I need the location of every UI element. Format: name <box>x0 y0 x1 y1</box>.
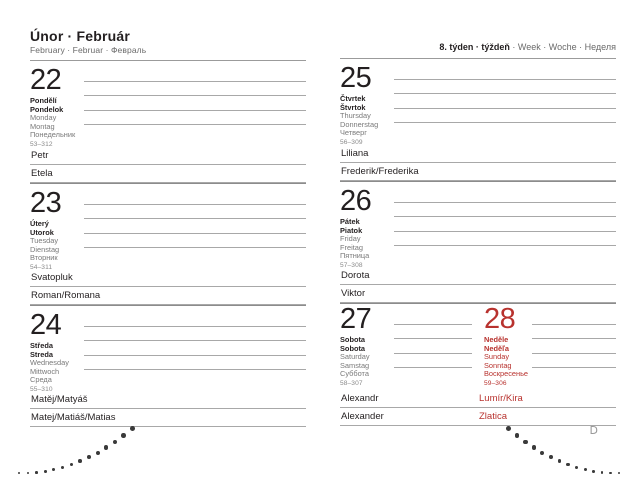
day-ordinal: 59–306 <box>484 379 507 387</box>
writing-line[interactable] <box>532 310 616 325</box>
name-day: Lumír/Kira <box>478 390 616 408</box>
month-header <box>30 28 306 61</box>
day-number: 27 <box>340 303 372 335</box>
writing-line[interactable] <box>84 96 306 111</box>
week-number-label <box>340 28 616 52</box>
name-day: Viktor <box>340 285 616 303</box>
writing-line[interactable] <box>84 234 306 249</box>
day-name-sk: Piatok <box>340 225 363 235</box>
writing-lines[interactable] <box>394 188 616 246</box>
writing-line[interactable] <box>394 354 472 369</box>
writing-line[interactable] <box>84 111 306 126</box>
day-name-cs: Čtvrtek <box>340 94 366 103</box>
writing-line[interactable] <box>84 312 306 327</box>
writing-line[interactable] <box>84 82 306 97</box>
day-name-de: Mittwoch <box>30 366 60 376</box>
day-name-cs: Úterý <box>30 219 49 228</box>
day-block[interactable] <box>340 59 616 181</box>
name-day: Alexander <box>340 408 478 426</box>
name-day: Etela <box>30 165 306 183</box>
name-day: Liliana <box>340 145 616 163</box>
writing-lines[interactable] <box>84 67 306 125</box>
perforation-right <box>502 424 622 476</box>
name-days <box>340 267 616 303</box>
writing-line[interactable] <box>84 341 306 356</box>
writing-line[interactable] <box>532 339 616 354</box>
name-day: Matej/Matiáš/Matias <box>30 409 306 427</box>
day-name-de: Freitag <box>340 242 364 252</box>
writing-line[interactable] <box>84 327 306 342</box>
name-day: Zlatica <box>478 408 616 426</box>
day-name-en: Thursday <box>340 111 371 121</box>
day-name-en: Tuesday <box>30 236 59 246</box>
day-name-en: Monday <box>30 113 57 123</box>
day-ordinal: 55–310 <box>30 385 53 393</box>
day-name-ru: Суббота <box>340 369 369 379</box>
week-number-languages: · Week · Woche · Неделя <box>509 42 616 52</box>
writing-line[interactable] <box>394 65 616 80</box>
day-name-de: Montag <box>30 121 55 131</box>
day-name-en: Friday <box>340 234 361 244</box>
day-block[interactable] <box>30 183 306 305</box>
day-name-en: Wednesday <box>30 358 69 368</box>
day-name-en: Sunday <box>484 352 510 362</box>
writing-line[interactable] <box>394 310 472 325</box>
week-number-bold: 8. týden · týždeň <box>439 42 510 52</box>
right-page <box>340 28 616 437</box>
name-day: Dorota <box>340 267 616 285</box>
left-page <box>30 28 306 427</box>
day-name-de: Samstag <box>340 360 370 370</box>
writing-line[interactable] <box>394 203 616 218</box>
month-subtitle: February · Februar · Февраль <box>30 45 147 55</box>
name-days <box>340 390 478 426</box>
day-block[interactable] <box>340 304 478 426</box>
day-name-cs: Středa <box>30 341 54 350</box>
day-name-sk: Neděľa <box>484 343 510 353</box>
writing-line[interactable] <box>84 67 306 82</box>
name-day: Roman/Romana <box>30 287 306 305</box>
writing-line[interactable] <box>84 190 306 205</box>
day-name-cs: Sobota <box>340 335 366 344</box>
day-number: 23 <box>30 187 62 219</box>
writing-line[interactable] <box>394 109 616 124</box>
day-number: 22 <box>30 64 62 96</box>
name-day: Matěj/Matyáš <box>30 391 306 409</box>
writing-line[interactable] <box>394 80 616 95</box>
writing-line[interactable] <box>84 205 306 220</box>
name-day: Alexandr <box>340 390 478 408</box>
writing-line[interactable] <box>532 325 616 340</box>
writing-line[interactable] <box>84 219 306 234</box>
writing-lines[interactable] <box>84 190 306 248</box>
day-name-sk: Štvrtok <box>340 102 366 112</box>
writing-lines[interactable] <box>394 310 472 368</box>
name-days <box>30 391 306 427</box>
writing-lines[interactable] <box>532 310 616 368</box>
writing-line[interactable] <box>532 354 616 369</box>
day-number: 28 <box>484 303 516 335</box>
writing-lines[interactable] <box>394 65 616 123</box>
month-title: Únor · Február <box>30 28 131 44</box>
day-ordinal: 57–308 <box>340 261 363 269</box>
writing-line[interactable] <box>84 356 306 371</box>
day-block[interactable] <box>30 305 306 427</box>
day-name-de: Dienstag <box>30 244 60 254</box>
writing-line[interactable] <box>394 94 616 109</box>
name-days <box>30 269 306 305</box>
day-name-ru: Вторник <box>30 253 58 263</box>
day-name-ru: Четверг <box>340 128 367 138</box>
writing-line[interactable] <box>394 188 616 203</box>
writing-lines[interactable] <box>84 312 306 370</box>
day-number: 25 <box>340 62 372 94</box>
writing-line[interactable] <box>394 325 472 340</box>
day-name-cs: Pátek <box>340 217 360 226</box>
perforation-left <box>18 424 138 476</box>
day-name-en: Saturday <box>340 352 370 362</box>
day-ordinal: 58–307 <box>340 379 363 387</box>
name-days <box>478 390 616 426</box>
day-name-ru: Среда <box>30 375 52 385</box>
writing-line[interactable] <box>394 217 616 232</box>
day-name-ru: Понедельник <box>30 130 76 140</box>
day-ordinal: 53–312 <box>30 140 53 148</box>
day-name-de: Sonntag <box>484 360 512 370</box>
day-name-sk: Pondelok <box>30 104 64 114</box>
day-ordinal: 56–309 <box>340 138 363 146</box>
day-block[interactable] <box>30 61 306 183</box>
page-corner-ornament: Ⅾ <box>589 425 598 437</box>
day-name-ru: Воскресенье <box>484 369 529 379</box>
day-name-de: Donnerstag <box>340 119 379 129</box>
weekend-row <box>340 303 616 426</box>
day-ordinal: 54–311 <box>30 263 53 271</box>
day-block[interactable] <box>340 181 616 303</box>
day-name-cs: Pondělí <box>30 96 57 105</box>
day-block-sunday[interactable] <box>478 304 616 426</box>
writing-line[interactable] <box>394 232 616 247</box>
writing-line[interactable] <box>394 339 472 354</box>
day-name-sk: Sobota <box>340 343 366 353</box>
day-name-sk: Utorok <box>30 227 54 237</box>
name-day: Svatopluk <box>30 269 306 287</box>
day-number: 26 <box>340 185 372 217</box>
name-days <box>30 147 306 183</box>
name-day: Frederik/Frederika <box>340 163 616 181</box>
name-days <box>340 145 616 181</box>
day-name-cs: Neděle <box>484 335 509 344</box>
name-day: Petr <box>30 147 306 165</box>
day-name-ru: Пятница <box>340 251 370 261</box>
day-number: 24 <box>30 309 62 341</box>
week-header <box>340 28 616 59</box>
day-name-sk: Streda <box>30 349 54 359</box>
